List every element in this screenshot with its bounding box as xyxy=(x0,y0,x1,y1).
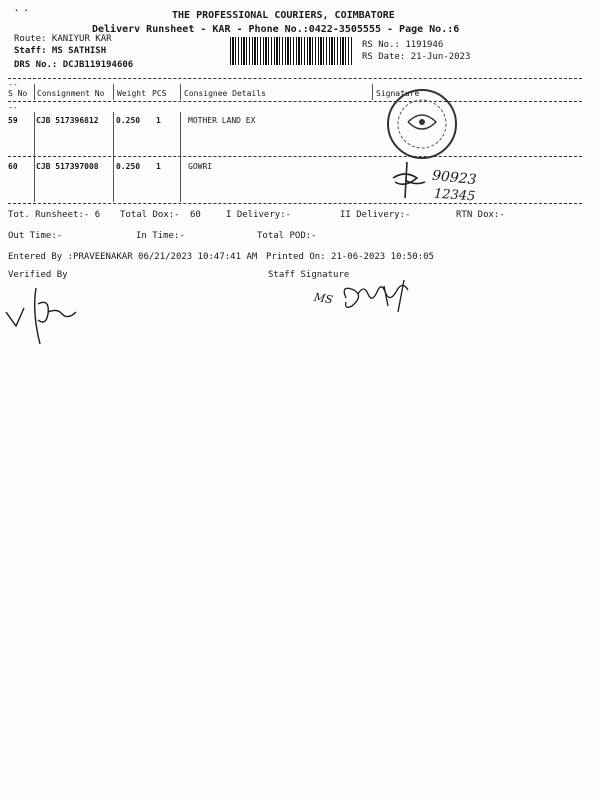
out-time: Out Time:- xyxy=(8,231,63,241)
column-divider xyxy=(113,112,114,158)
row-consignment: CJB 517397008 xyxy=(36,162,99,171)
row-separator xyxy=(8,156,582,157)
total-dox-label: Total Dox:- xyxy=(120,210,180,220)
courier-stamp xyxy=(378,82,470,162)
total-runsheet: Tot. Runsheet:- 6 xyxy=(8,210,101,220)
column-divider xyxy=(180,84,181,100)
column-divider xyxy=(180,158,181,202)
receiver-signature-mark xyxy=(385,160,430,200)
column-divider xyxy=(372,84,373,100)
row-consignment: CJB 517396812 xyxy=(36,116,99,125)
column-divider xyxy=(113,158,114,202)
table-dash-mid: -- xyxy=(8,103,18,112)
table-bottom-rule xyxy=(8,203,582,204)
drs-number: DRS No.: DCJB119194606 xyxy=(14,60,134,70)
header-bottom-rule xyxy=(8,101,582,102)
col-header-consignee: Consignee Details xyxy=(184,89,266,98)
col-header-pcs: PCS xyxy=(152,89,167,98)
column-divider xyxy=(34,84,35,100)
runsheet-title: Deliverv Runsheet - KAR - Phone No.:0422-3505555 - Page No.:6 xyxy=(92,24,460,35)
second-delivery: II Delivery:- xyxy=(340,210,411,220)
column-divider xyxy=(180,112,181,158)
verifier-signature xyxy=(4,282,86,350)
first-delivery: I Delivery:- xyxy=(226,210,292,220)
row-consignee: GOWRI xyxy=(188,162,213,171)
table-top-rule xyxy=(8,78,582,79)
row-weight: 0.250 xyxy=(116,116,141,125)
col-header-signature: Signature xyxy=(376,89,420,98)
rs-date: RS Date: 21-Jun-2023 xyxy=(362,52,471,62)
handwritten-number-1: 90923 xyxy=(431,167,478,189)
col-header-sno: S No xyxy=(8,89,28,98)
handwritten-number-2: 12345 xyxy=(433,186,476,205)
printed-on: Printed On: 21-06-2023 10:50:05 xyxy=(266,252,434,262)
corner-marks: . . xyxy=(14,4,29,13)
return-dox: RTN Dox:- xyxy=(456,210,505,220)
row-consignee: MOTHER LAND EX xyxy=(188,116,256,125)
total-pod: Total POD:- xyxy=(257,231,317,241)
entered-by: Entered By :PRAVEENAKAR 06/21/2023 10:47:41 AM xyxy=(8,252,258,262)
rs-number: RS No.: 1191946 xyxy=(362,40,444,50)
row-sno: 60 xyxy=(8,162,18,171)
table-dash-top: -- xyxy=(8,80,18,89)
company-name: THE PROFESSIONAL COURIERS, COIMBATORE xyxy=(172,10,395,21)
route-label: Route: KANIYUR KAR xyxy=(14,34,112,44)
col-header-consignment: Consignment No xyxy=(37,89,105,98)
staff-signature-scribble xyxy=(338,276,418,316)
total-dox-value: 60 xyxy=(190,210,201,220)
row-sno: 59 xyxy=(8,116,18,125)
staff-initials: MS xyxy=(313,290,334,307)
column-divider xyxy=(34,158,35,202)
row-pcs: 1 xyxy=(156,116,161,125)
row-pcs: 1 xyxy=(156,162,161,171)
column-divider xyxy=(113,84,114,100)
barcode xyxy=(230,37,352,65)
row-weight: 0.250 xyxy=(116,162,141,171)
col-header-weight: Weight xyxy=(117,89,146,98)
staff-label: Staff: MS SATHISH xyxy=(14,46,107,56)
staff-signature-label: Staff Signature xyxy=(268,270,350,280)
column-divider xyxy=(34,112,35,158)
verified-by-label: Verified By xyxy=(8,270,68,280)
in-time: In Time:- xyxy=(136,231,185,241)
